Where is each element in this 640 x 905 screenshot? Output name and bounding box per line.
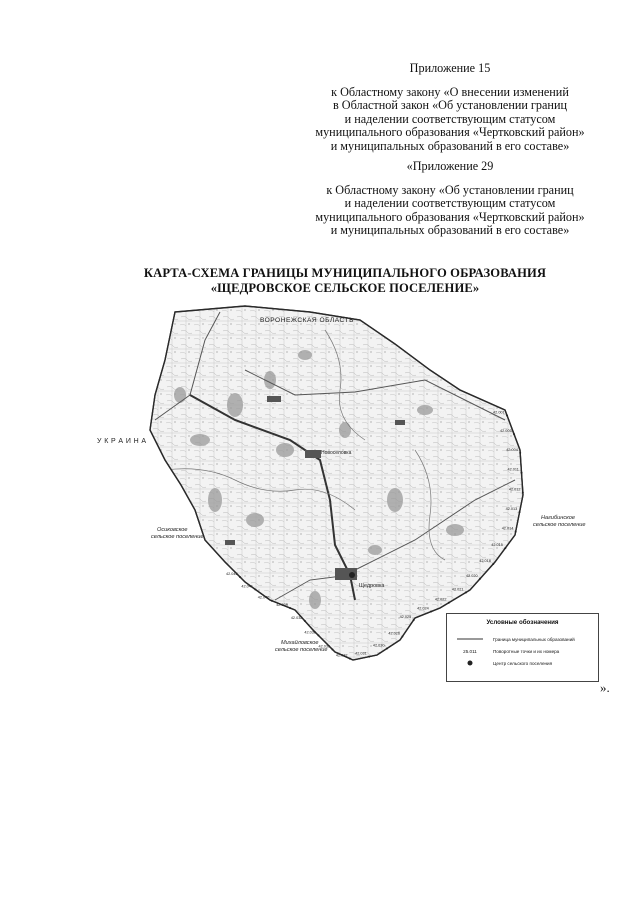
boundary-point-marker <box>522 492 524 494</box>
map-title-line1: КАРТА-СХЕМА ГРАНИЦЫ МУНИЦИПАЛЬНОГО ОБРАЗОВАНИЯ <box>143 266 547 280</box>
boundary-point-marker <box>521 472 523 474</box>
boundary-point-marker <box>271 600 273 602</box>
annex-29-note <box>270 160 630 238</box>
legend-row-center <box>453 658 594 668</box>
annex-15-line: муниципального образования «Чертковский район» <box>315 125 585 140</box>
boundary-point-label: 42.036 <box>304 630 317 635</box>
boundary-point-label: 42.035 <box>318 644 331 649</box>
neighbor-south-line: сельское поселение <box>275 647 328 653</box>
boundary-point-label: 42.025 <box>399 615 412 620</box>
center-label: Щедровка <box>359 583 385 589</box>
settlement-area <box>150 306 523 660</box>
boundary-point-marker <box>479 578 481 580</box>
annex-29-line: и наделении соответствующим статусом <box>344 196 556 211</box>
boundary-point-label: 42.021 <box>451 587 464 592</box>
annex-15-note <box>270 62 630 154</box>
boundary-point-marker <box>368 656 370 658</box>
legend-row-points <box>453 646 594 656</box>
boundary-point-marker <box>448 602 450 604</box>
map-title <box>100 266 590 296</box>
boundary-point-label: 42.032 <box>335 653 348 658</box>
legend-label: Центр сельского поселения <box>493 660 553 666</box>
neighbor-south-line: Михайловское <box>281 640 319 646</box>
legend-title: Условные обозначения <box>486 619 559 626</box>
settlement-center-dot <box>349 572 355 578</box>
boundary-point-marker <box>465 591 467 593</box>
annex-15-line: к Областному закону «О внесении изменений <box>331 84 569 99</box>
boundary-point-marker <box>304 620 306 622</box>
boundary-point-marker <box>401 636 403 638</box>
neighbor-west-line: сельское поселение <box>151 534 204 540</box>
village-label: Новоселовка <box>321 450 352 456</box>
neighbor-east-line: сельское поселение <box>533 522 586 528</box>
map-legend <box>446 613 599 682</box>
boundary-point-marker <box>239 576 241 578</box>
boundary-point-marker <box>513 433 515 435</box>
boundary-point-marker <box>519 452 521 454</box>
boundary-point-label: 42.026 <box>388 631 401 636</box>
boundary-point-label: 42.022 <box>434 597 447 602</box>
point-number-sample: 25.011 <box>463 648 477 654</box>
annex-29-heading: «Приложение 29 <box>406 159 494 173</box>
boundary-point-label: 42.011 <box>507 467 519 472</box>
boundary-point-label: 42.041 <box>241 584 254 589</box>
boundary-point-label: 42.015 <box>491 543 503 548</box>
boundary-point-marker <box>515 531 517 533</box>
legend-label: Граница муниципальных образований <box>493 636 575 642</box>
neighbor-west-line: Осиковское <box>157 527 188 533</box>
boundary-point-label: 42.012 <box>508 487 521 492</box>
annex-29-line: к Областному закону «Об установлении границ <box>326 182 574 197</box>
boundary-point-label: 42.020 <box>466 573 478 578</box>
boundary-point-label: 42.038 <box>290 615 303 620</box>
annex-15-line: и наделении соответствующим статусом <box>344 111 556 126</box>
boundary-point-label: 42.003 <box>500 429 512 434</box>
boundary-point-label: 42.013 <box>505 507 518 512</box>
boundary-point-marker <box>504 547 506 549</box>
boundary-point-marker <box>413 619 415 621</box>
map-title-line2: «ЩЕДРОВСКОЕ СЕЛЬСКОЕ ПОСЕЛЕНИЕ» <box>210 281 480 295</box>
boundary-point-label: 42.001 <box>493 410 505 415</box>
boundary-point-marker <box>506 414 508 416</box>
country-west-label: У К Р А И Н А <box>97 438 147 445</box>
boundary-point-label: 42.024 <box>417 606 429 611</box>
annex-15-heading: Приложение 15 <box>409 61 491 75</box>
boundary-point-marker <box>331 648 333 650</box>
boundary-point-marker <box>349 658 351 660</box>
annex-15-line: в Областной закон «Об установлении границ <box>332 98 567 113</box>
legend-row-boundary <box>453 634 594 644</box>
boundary-point-marker <box>492 563 494 565</box>
map-area <box>97 306 586 660</box>
boundary-point-marker <box>317 634 319 636</box>
annex-15-line: и муниципальных образований в его составе» <box>330 138 570 153</box>
boundary-point-label: 42.040 <box>257 595 270 600</box>
center-dot-icon <box>453 659 487 667</box>
boundary-point-marker <box>289 607 291 609</box>
region-north-label: ВОРОНЕЖСКАЯ ОБЛАСТЬ <box>260 317 354 324</box>
boundary-point-marker <box>386 648 388 650</box>
annex-29-line: и муниципальных образований в его составе» <box>330 223 570 238</box>
neighbor-east-line: Нагибинское <box>541 515 576 521</box>
boundary-point-label: 42.030 <box>372 643 385 648</box>
boundary-point-label: 42.018 <box>479 558 491 563</box>
boundary-point-marker <box>519 511 521 513</box>
boundary-point-label: 42.004 <box>506 447 518 452</box>
boundary-point-label: 42.031 <box>355 651 367 656</box>
annex-29-line: муниципального образования «Чертковский район» <box>315 209 585 224</box>
neighbor-east-label <box>533 515 586 528</box>
closing-quote: ». <box>600 680 610 695</box>
boundary-point-marker <box>430 611 432 613</box>
boundary-point-marker <box>254 588 256 590</box>
legend-label: Поворотные точки и их номера <box>493 648 560 654</box>
boundary-point-label: 42.042 <box>226 572 238 577</box>
neighbor-west-label <box>151 527 204 540</box>
boundary-point-label: 42.039 <box>276 603 288 608</box>
boundary-point-label: 42.014 <box>501 526 514 531</box>
boundary-line-icon <box>453 637 487 641</box>
